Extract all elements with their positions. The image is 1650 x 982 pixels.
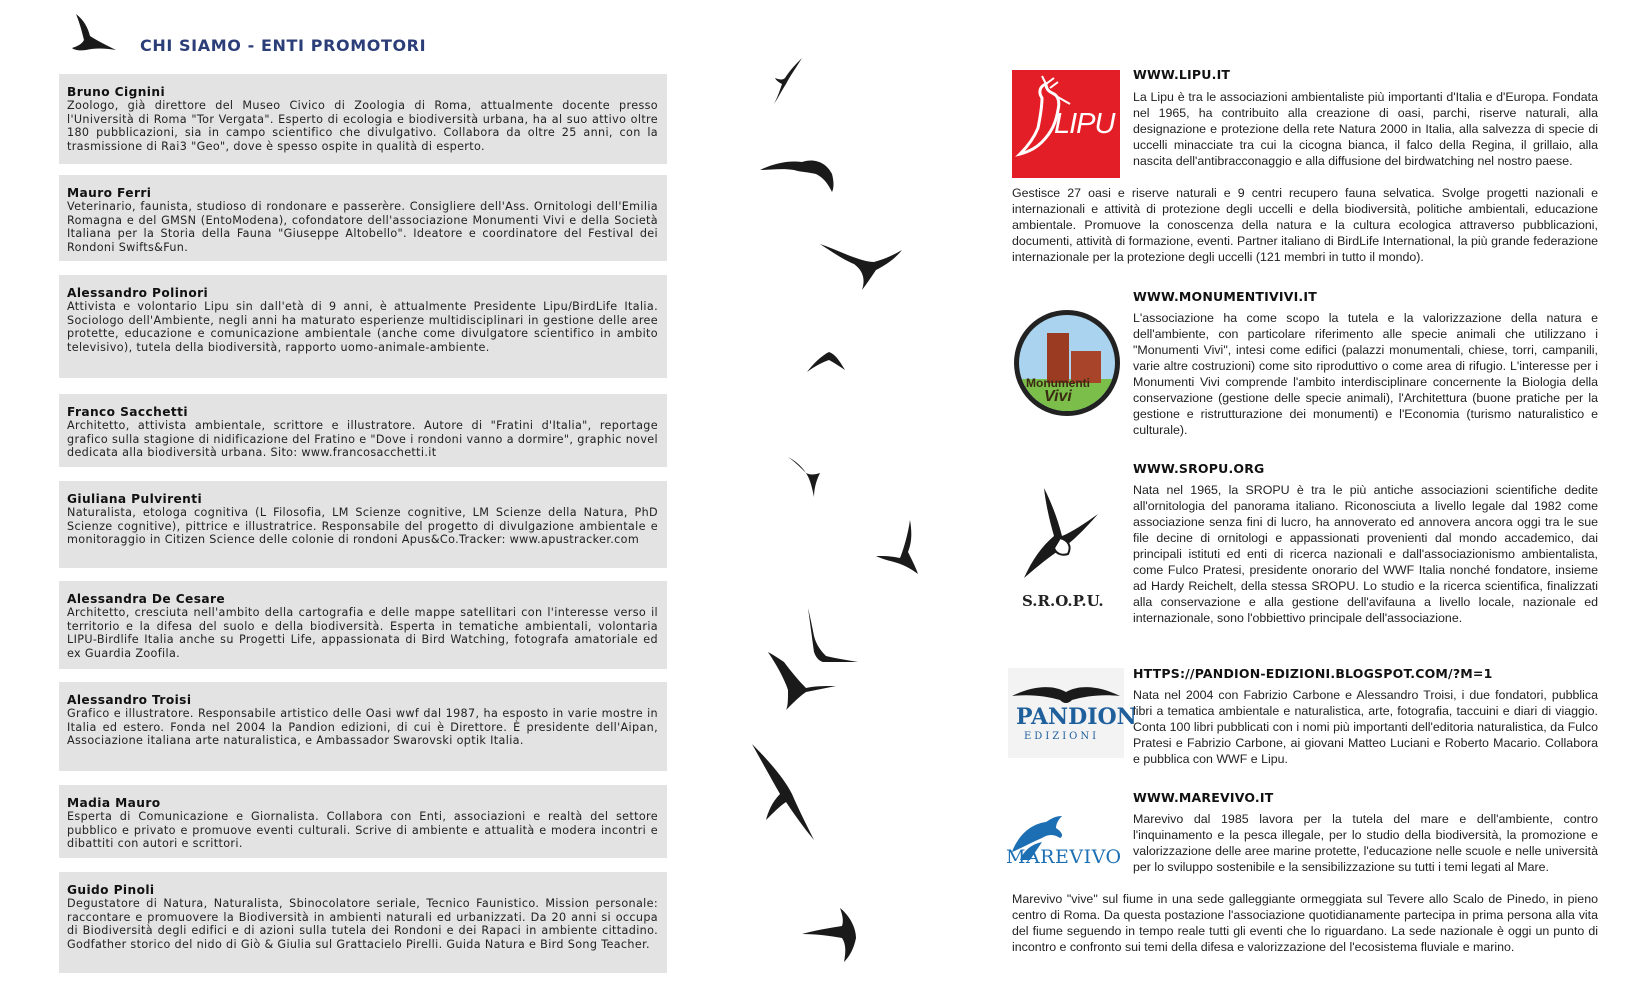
- bio-name: Bruno Cignini: [67, 85, 166, 99]
- swift-silhouette-icon: [800, 906, 860, 964]
- bio-name: Giuliana Pulvirenti: [67, 492, 203, 506]
- sropu-bird-icon: [1014, 484, 1100, 584]
- lipu-description: La Lipu è tra le associazioni ambientaliste più importanti d'Italia e d'Europa. Fondata nel 1965, ha contribuito alla creazione di oasi, parchi, riserve naturali, alla designazione e protezione della rete Natura 2000 in Italia, alla salvezza di specie di uccelli minacciate tra cui la cicogna bianca, il falco della Regina, il grillaio, alla nascita dell'antibracconaggio e alla diffusione del birdwatching nel nostro paese.: [1133, 90, 1598, 168]
- bio-card-madia-mauro: [59, 785, 667, 858]
- swift-silhouette-icon: [818, 240, 904, 292]
- vivi-logo-text: Vivi: [1044, 388, 1072, 405]
- bio-card-alessandro-polinori: [59, 275, 667, 378]
- sropu-logo-text: S.R.O.P.U.: [1022, 592, 1104, 610]
- marevivo-url-link[interactable]: WWW.MAREVIVO.IT: [1133, 790, 1274, 805]
- bio-card-alessandro-troisi: [59, 682, 667, 771]
- bio-text: Attivista e volontario Lipu sin dall'età di 9 anni, è attualmente Presidente Lipu/BirdLife Italia. Sociologo dell'Ambiente, negli anni ha maturato esperienze multidisciplinari in gestione delle aree protette, educazione e comunicazione ambientale (anche come divulgatore scientifico in ambito televisivo), tutela della biodiversità, rapporto uomo-animale-ambiente.: [67, 300, 658, 355]
- bio-name: Guido Pinoli: [67, 883, 155, 897]
- monumenti-vivi-description: L'associazione ha come scopo la tutela e la valorizzazione della natura e dell'ambiente, con particolare riferimento alle specie animali che utilizzano i "Monumenti Vivi", intesi come edifici (palazzi monumentali, chiese, torri, campanili, varie altre costruzioni) come sito riproduttivo o come area di rifugio. L'interesse per i Monumenti Vivi comprende l'ambito interdisciplinare concernente la Biologia della conservazione (gestione delle specie animali), l'Architettura (buone pratiche per la gestione e ristrutturazione dei monumenti) e l'Economia (turismo naturalistico e culturale).: [1133, 311, 1598, 437]
- pandion-logo: [1008, 668, 1137, 758]
- bio-name: Franco Sacchetti: [67, 405, 188, 419]
- marevivo-logo-text: MAREVIVO: [1006, 846, 1122, 868]
- pandion-url-link[interactable]: HTTPS://PANDION-EDIZIONI.BLOGSPOT.COM/?M=1: [1133, 666, 1493, 681]
- bio-card-guido-pinoli: [59, 872, 667, 973]
- lipu-logo-text: LIPU: [1054, 108, 1115, 140]
- swift-silhouette-icon: [874, 518, 920, 576]
- bio-text: Architetto, cresciuta nell'ambito della cartografia e delle mappe satellitari con l'interesse verso il territorio e la difesa del suolo e della biodiversità. Esperta in tematiche ambientali, volontaria LIPU-Birdlife Italia anche su Progetti Life, appassionata di Bird Watching, fotografa amatoriale ed ex Guardia Zoofila.: [67, 606, 658, 661]
- bio-name: Alessandra De Cesare: [67, 592, 226, 606]
- bio-card-alessandra-de-cesare: [59, 581, 667, 669]
- monumenti-vivi-url-link[interactable]: WWW.MONUMENTIVIVI.IT: [1133, 289, 1317, 304]
- bio-name: Alessandro Polinori: [67, 286, 209, 300]
- sropu-url-link[interactable]: WWW.SROPU.ORG: [1133, 461, 1265, 476]
- swift-silhouette-icon: [770, 56, 806, 106]
- bio-card-bruno-cignini: [59, 74, 667, 164]
- swift-silhouette-icon: [758, 156, 838, 194]
- lipu-extra-description: Gestisce 27 oasi e riserve naturali e 9 centri recupero fauna selvatica. Svolge progetti nazionali e internazionali e attività di protezione degli uccelli e della biodiversità, politiche ambientali, educazione ambientale. Promuove la conoscenza della natura e la cultura ecologica attraverso pubblicazioni, documenti, attività di formazione, eventi. Partner italiano di BirdLife International, la più grande federazione internazionale per la protezione degli uccelli (121 membri in tutto il mondo).: [1012, 186, 1598, 264]
- monumenti-logo-text: Monumenti: [1026, 376, 1090, 390]
- swift-silhouette-icon: [766, 650, 838, 712]
- lipu-url-link[interactable]: WWW.LIPU.IT: [1133, 67, 1231, 82]
- marevivo-description: Marevivo dal 1985 lavora per la tutela del mare e dell'ambiente, contro l'inquinamento e la pesca illegale, per lo studio della biodiversità, la promozione e valorizzazione delle aree marine protette, l'educazione nelle scuole e nelle università per lo sviluppo sostenibile e la sensibilizzazione su tutti i temi legati al Mare.: [1133, 812, 1598, 874]
- pandion-description: Nata nel 2004 con Fabrizio Carbone e Alessandro Troisi, i due fondatori, pubblica libri a tematica ambientale e naturalistica, arte, fotografia, taccuini e diari di viaggio. Conta 100 libri pubblicati con i nomi più importanti dell'editoria naturalistica, da Fulco Pratesi e Fabrizio Carbone, ai giovani Matteo Luciani e Roberto Macario. Collabora e pubblica con WWF e Lipu.: [1133, 688, 1598, 766]
- swift-silhouette-icon: [750, 742, 820, 842]
- bio-name: Alessandro Troisi: [67, 693, 192, 707]
- page-title: CHI SIAMO - ENTI PROMOTORI: [140, 36, 427, 55]
- pandion-logo-text: PANDION: [1016, 704, 1137, 730]
- bio-text: Zoologo, già direttore del Museo Civico di Zoologia di Roma, attualmente docente presso l'Università di Roma "Tor Vergata". Esperto di ecologia e biodiversità urbana, ha al suo attivo oltre 180 pubblicazioni, sia in campo scientifico che divulgativo. Collabora da oltre 25 anni, con la trasmissione di Rai3 "Geo", dove è spesso ospite in qualità di esperto.: [67, 99, 658, 154]
- bio-text: Architetto, attivista ambientale, scrittore e illustratore. Autore di "Fratini d'Italia", reportage grafico sulla stagione di nidificazione del Fratino e "Dove i rondoni vanno a dormire", graphic novel dedicata alla biodiversità urbana. Sito: www.francosacchetti.it: [67, 419, 658, 460]
- swift-silhouette-icon: [786, 455, 822, 499]
- swift-logo-icon: [70, 10, 118, 54]
- marevivo-extra-description: Marevivo "vive" sul fiume in una sede galleggiante ormeggiata sul Tevere allo Scalo de Pinedo, in pieno centro di Roma. Da questa postazione l'associazione quotidianamente partecipa in prima persona alla vita del fiume seguendo in tempo reale tutti gli eventi che lo riguardano. La sede nazionale è oggi un punto di incontro e confronto sui temi della difesa e valorizzazione del l'ecosistema fluviale e marino.: [1012, 892, 1598, 954]
- bio-text: Naturalista, etologa cognitiva (L Filosofia, LM Scienze cognitive, LM Scienze della Natura, PhD Scienze cognitive), pittrice e illustratrice. Responsabile del progetto di divulgazione ambientale e monitoraggio in Citizen Science delle colonie di rondoni Apus&Co.Tracker: www.apustracker.com: [67, 506, 658, 547]
- edizioni-logo-text: EDIZIONI: [1024, 731, 1100, 742]
- lipu-logo: [1012, 70, 1120, 178]
- bio-name: Madia Mauro: [67, 796, 161, 810]
- swift-silhouette-icon: [805, 350, 847, 374]
- bio-card-giuliana-pulvirenti: [59, 481, 667, 568]
- bio-text: Grafico e illustratore. Responsabile artistico delle Oasi wwf dal 1987, ha esposto in varie mostre in Italia ed estero. Fonda nel 2004 la Pandion edizioni, di cui è Direttore. È presidente dell'Aipan, Associazione italiana arte naturalistica, e Ambassador Swarovski optik Italia.: [67, 707, 658, 748]
- bio-card-franco-sacchetti: [59, 394, 667, 467]
- bio-text: Esperta di Comunicazione e Giornalista. Collabora con Enti, associazioni e realtà del settore pubblico e privato e promuove eventi culturali. Scrive di ambiente e attualità e modera incontri e dibattiti con autori e scrittori.: [67, 810, 658, 851]
- bio-name: Mauro Ferri: [67, 186, 152, 200]
- bio-text: Degustatore di Natura, Naturalista, Sbinocolatore seriale, Tecnico Faunistico. Mission personale: raccontare e promuovere la Biodiversità in ambienti naturali ed urbanizzati. Da 20 anni si occupa di Biodiversità degli edifici e di azioni sulla tutela dei Rondoni e dei Rapaci in ambiente cittadino. Godfather storico del nido di Giò & Giulia sul Grattacielo Pirelli. Guida Natura e Bird Song Teacher.: [67, 897, 658, 952]
- sropu-description: Nata nel 1965, la SROPU è tra le più antiche associazioni scientifiche dedite all'ornitologia del panorama italiano. Riconosciuta a livello legale dal 1982 come associazione senza fini di lucro, ha annoverato ed annovera ancora oggi tra le sue file decine di ornitologi e appassionati provenienti dal mondo accademico, dai principali istituti ed enti di ricerca nazionali e dall'associazionismo ambientalista, come Fulco Pratesi, presidente onorario del WWF Italia nonché fondatore, insieme ad Hardy Reichelt, della stessa SROPU. Lo studio e la ricerca scientifica, finalizzati alla conservazione e alla gestione dell'avifauna a livello locale, nazionale ed internazionale, sono l'obbiettivo principale dell'associazione.: [1133, 483, 1598, 625]
- monumenti-vivi-logo: [1014, 310, 1120, 416]
- bio-card-mauro-ferri: [59, 175, 667, 261]
- bio-text: Veterinario, faunista, studioso di rondonare e passerère. Consigliere dell'Ass. Ornitologi dell'Emilia Romagna e del GMSN (EntoModena), cofondatore dell'associazione Monumenti Vivi e della Società Italiana per la Storia della Fauna "Giuseppe Altobello". Ideatore e coordinatore del Festival dei Rondoni Swifts&Fun.: [67, 200, 658, 255]
